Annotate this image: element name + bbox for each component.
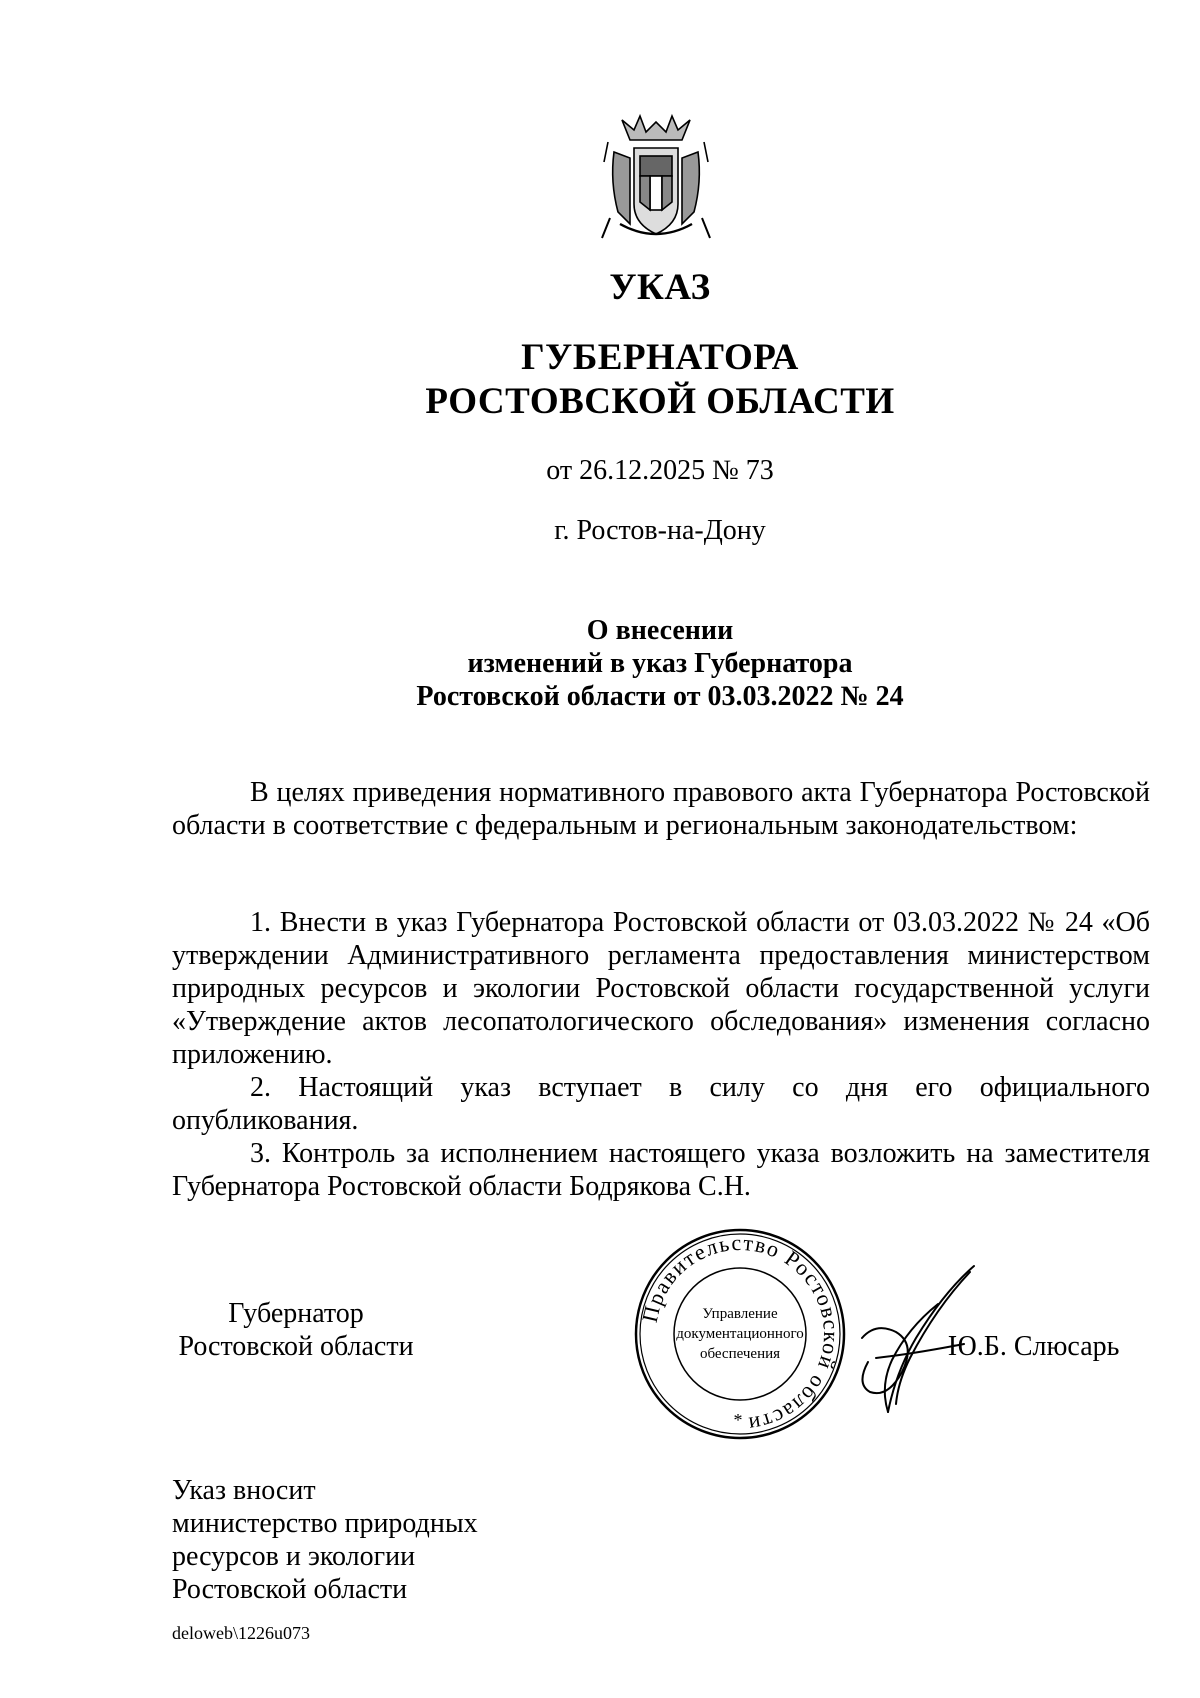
coat-of-arms-emblem — [600, 112, 712, 244]
preamble-paragraph: В целях приведения нормативного правового акта Губернатора Ростовской области в соответствие с федеральным и региональным законодательством: — [172, 777, 1150, 841]
document-reference: deloweb\1226u073 — [172, 1623, 310, 1643]
introduced-line-3: ресурсов и экологии — [172, 1541, 416, 1572]
introduced-line-4: Ростовской области — [172, 1574, 408, 1605]
clause-3: 3. Контроль за исполнением настоящего указа возложить на заместителя Губернатора Ростовской области Бодрякова С.Н. — [172, 1138, 1150, 1202]
subject-line-2: изменений в указ Губернатора — [467, 648, 853, 679]
signatory-title — [176, 1297, 416, 1363]
introduced-by-block — [172, 1474, 478, 1606]
seal-center-line-3: обеспечения — [699, 1346, 781, 1362]
subject-line-1: О внесении — [586, 615, 734, 646]
signatory-title-line-1: Губернатор — [228, 1298, 364, 1329]
document-subject — [0, 614, 1200, 713]
introduced-line-1: Указ вносит — [172, 1475, 316, 1506]
official-seal — [632, 1226, 848, 1442]
seal-center-line-1: Управление — [702, 1306, 778, 1322]
subject-line-3: Ростовской области от 03.03.2022 № 24 — [416, 681, 904, 712]
seal-star: * — [733, 1410, 743, 1430]
introduced-line-2: министерство природных — [172, 1508, 478, 1539]
city: г. Ростов-на-Дону — [554, 515, 766, 546]
seal-center-line-2: документационного — [676, 1326, 804, 1342]
clause-1: 1. Внести в указ Губернатора Ростовской области от 03.03.2022 № 24 «Об утверждении Административного регламента предоставления министерством природных ресурсов и экологии Ростовской области государственной услуги «Утверждение актов лесопатологического обследования» изменения согласно приложению. — [172, 907, 1150, 1070]
seal-ring-text: Правительство Ростовской области — [636, 1229, 845, 1438]
document-type-title: УКАЗ — [609, 267, 711, 308]
date-and-number: от 26.12.2025 № 73 — [546, 455, 774, 486]
issuer-line-2: РОСТОВСКОЙ ОБЛАСТИ — [425, 381, 895, 422]
signatory-name: Ю.Б. Слюсарь — [948, 1331, 1120, 1362]
issuer-line-1: ГУБЕРНАТОРА — [521, 337, 799, 378]
signatory-title-line-2: Ростовской области — [178, 1331, 414, 1362]
clause-2: 2. Настоящий указ вступает в силу со дня его официального опубликования. — [172, 1072, 1150, 1136]
